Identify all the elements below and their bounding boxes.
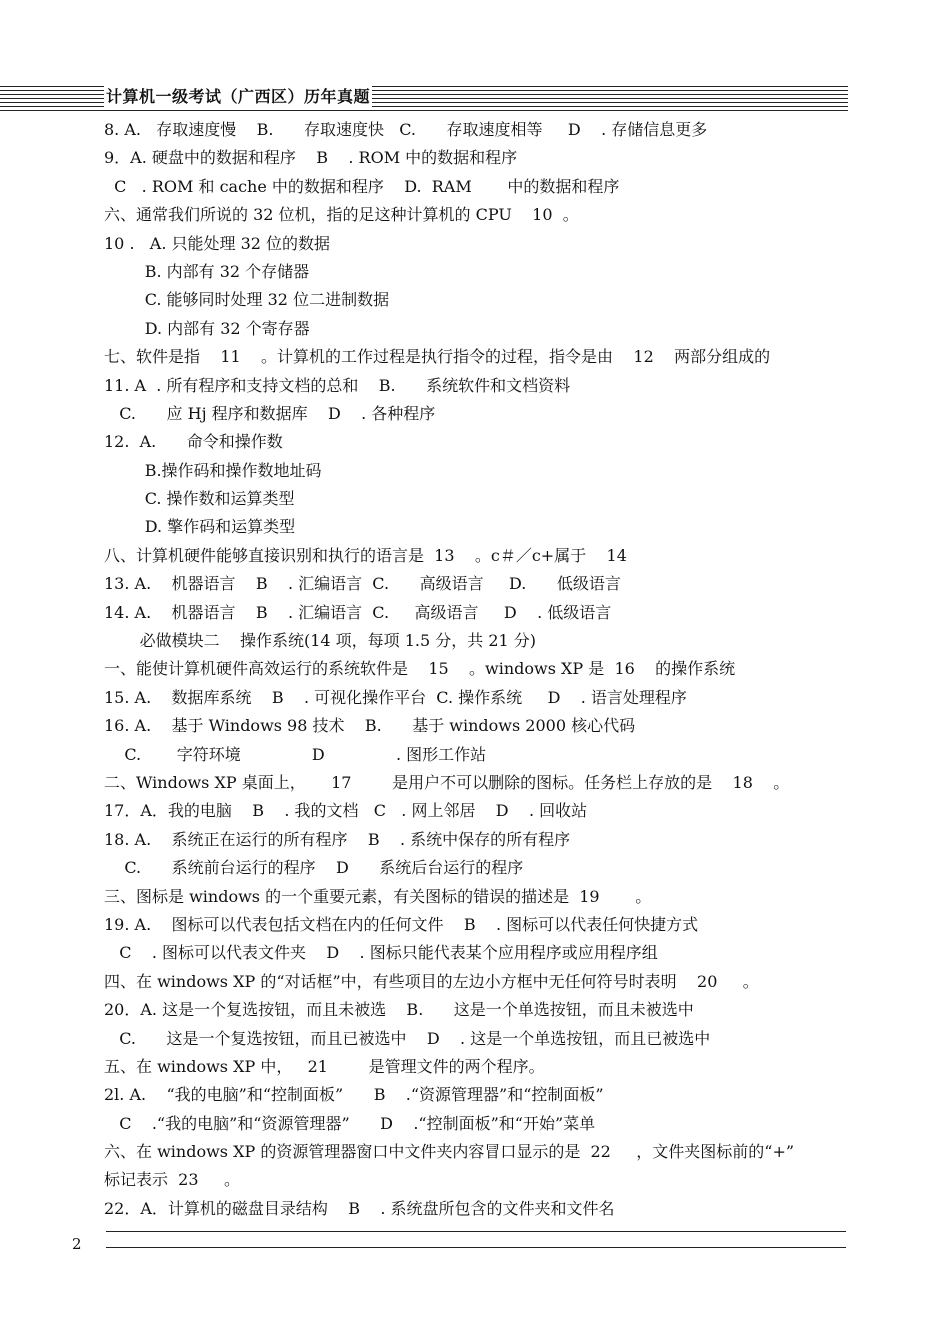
text-line: C .“我的电脑”和“资源管理器” D .“控制面板”和“开始”菜单 <box>104 1113 596 1133</box>
text-line: 七、软件是指 11 。计算机的工作过程是执行指令的过程，指令是由 12 两部分组成的 <box>104 347 771 367</box>
text-line: 八、计算机硬件能够直接识别和执行的语言是 13 。c＃／c+属于 14 <box>104 545 627 565</box>
text-line: 18. A. 系统正在运行的所有程序 B . 系统中保存的所有程序 <box>104 829 571 849</box>
text-line: D. 内部有 32 个寄存器 <box>104 318 310 338</box>
text-line: 四、在 windows XP 的“对话框”中，有些项目的左边小方框中无任何符号时表明 20 。 <box>104 971 759 991</box>
text-line: 五、在 windows XP 中， 21 是管理文件的两个程序。 <box>104 1056 545 1076</box>
header-title: 计算机一级考试（广西区）历年真题 <box>104 84 372 110</box>
text-line: 10 . A. 只能处理 32 位的数据 <box>104 233 331 253</box>
text-line: C. 操作数和运算类型 <box>104 489 295 509</box>
text-line: 20．A. 这是一个复选按钮，而且未被选 B. 这是一个单选按钮，而且未被选中 <box>104 1000 694 1020</box>
text-line: 六、通常我们所说的 32 位机，指的足这种计算机的 CPU 10 。 <box>104 205 579 225</box>
text-line: C. 字符环境 D . 图形工作站 <box>104 744 487 764</box>
footer-rule-top <box>106 1231 846 1232</box>
text-line: 8. A. 存取速度慢 B. 存取速度快 C. 存取速度相等 D . 存储信息更多 <box>104 120 708 139</box>
text-line: 11. A . 所有程序和支持文档的总和 B. 系统软件和文档资料 <box>104 375 571 395</box>
text-line: B. 内部有 32 个存储器 <box>104 261 310 281</box>
text-line: 22．A．计算机的磁盘目录结构 B . 系统盘所包含的文件夹和文件名 <box>104 1198 615 1218</box>
text-line: 19. A. 图标可以代表包括文档在内的任何文件 B . 图标可以代表任何快捷方式 <box>104 914 699 934</box>
text-line: 六、在 windows XP 的资源管理器窗口中文件夹内容冒口显示的是 22 ，文件夹图标前的“+” <box>104 1142 795 1162</box>
text-line: 三、图标是 windows 的一个重要元素，有关图标的错误的描述是 19 。 <box>104 886 652 906</box>
text-line: 14. A. 机器语言 B . 汇编语言 C. 高级语言 D . 低级语言 <box>104 602 612 622</box>
document-body <box>104 116 864 1223</box>
text-line: 13. A. 机器语言 B . 汇编语言 C. 高级语言 D. 低级语言 <box>104 574 621 594</box>
text-line: 15. A. 数据库系统 B . 可视化操作平台 C. 操作系统 D . 语言处理程序 <box>104 687 687 707</box>
text-line: 16. A. 基于 Windows 98 技术 B. 基于 windows 2000 核心代码 <box>104 716 636 736</box>
text-line: C. 应 Hj 程序和数据库 D . 各种程序 <box>104 403 436 423</box>
text-line: 2l. A. “我的电脑”和“控制面板” B .“资源管理器”和“控制面板” <box>104 1085 604 1105</box>
text-line: 9．A. 硬盘中的数据和程序 B . ROM 中的数据和程序 <box>104 148 518 168</box>
text-line: 17．A．我的电脑 B . 我的文档 C . 网上邻居 D . 回收站 <box>104 801 588 821</box>
text-line: C. 能够同时处理 32 位二进制数据 <box>104 290 390 310</box>
text-line: C. 系统前台运行的程序 D 系统后台运行的程序 <box>104 858 524 878</box>
text-line: D. 擎作码和运算类型 <box>104 517 296 537</box>
text-line: 一、能使计算机硬件高效运行的系统软件是 15 。windows XP 是 16 的操作系统 <box>104 659 736 679</box>
text-line: 二、Windows XP 桌面上， 17 是用户不可以删除的图标。任务栏上存放的是 18 。 <box>104 772 790 792</box>
text-line: 必做模块二 操作系统(14 项，每项 1.5 分，共 21 分) <box>104 631 537 651</box>
text-line: C . ROM 和 cache 中的数据和程序 D. RAM 中的数据和程序 <box>104 176 620 196</box>
text-line: C . 图标可以代表文件夹 D . 图标只能代表某个应用程序或应用程序组 <box>104 943 658 963</box>
page-number: 2 <box>72 1235 82 1253</box>
footer-rule-bottom <box>106 1247 846 1248</box>
text-line: 标记表示 23 。 <box>104 1170 240 1190</box>
text-line: 12. A. 命令和操作数 <box>104 432 283 452</box>
text-line: B.操作码和操作数地址码 <box>104 460 322 480</box>
text-line: C. 这是一个复选按钮，而且已被选中 D . 这是一个单选按钮，而且已被选中 <box>104 1028 711 1048</box>
